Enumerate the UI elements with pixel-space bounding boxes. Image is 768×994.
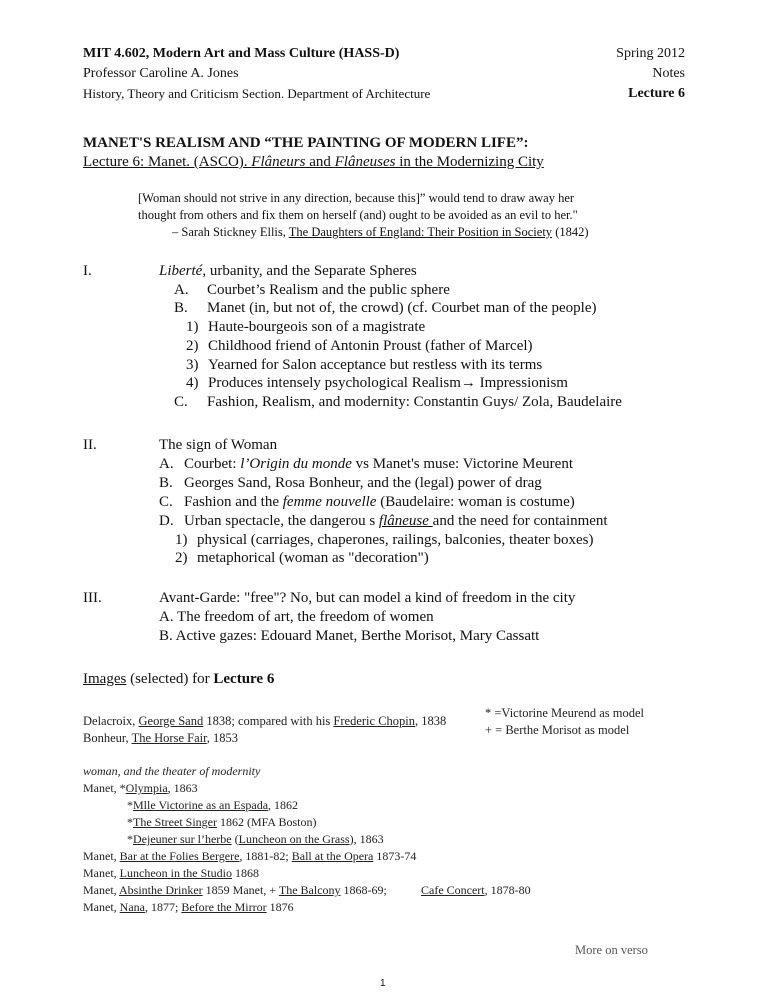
- section-i-item: 4) Produces intensely psychological Realism→ Impressionism: [186, 375, 568, 391]
- images-subheading: woman, and the theater of modernity: [83, 764, 261, 778]
- term: Spring 2012: [616, 46, 685, 61]
- section-ii-item: 2) metaphorical (woman as "decoration"): [175, 550, 429, 566]
- section-i-item: 3) Yearned for Salon acceptance but restless with its terms: [186, 357, 543, 373]
- section-i-item: 1) Haute-bourgeois son of a magistrate: [186, 319, 426, 335]
- image-row: *The Street Singer 1862 (MFA Boston): [127, 815, 317, 829]
- page-number: 1: [380, 978, 386, 989]
- doc-type: Notes: [652, 66, 685, 81]
- legend-morisot: + = Berthe Morisot as model: [485, 723, 630, 737]
- course-title: MIT 4.602, Modern Art and Mass Culture (HASS-D): [83, 46, 400, 61]
- section-i-c: C. Fashion, Realism, and modernity: Constantin Guys/ Zola, Baudelaire: [174, 394, 622, 410]
- section-i-a: A. Courbet’s Realism and the public sphere: [174, 282, 450, 298]
- section-i-numeral: I.: [83, 263, 92, 279]
- section-i-b: B. Manet (in, but not of, the crowd) (cf. Courbet man of the people): [174, 300, 597, 316]
- image-row: Manet, Luncheon in the Studio 1868: [83, 866, 259, 880]
- quote-line-2: thought from others and fix them on herself (and) ought to be avoided as an evil to her.": [138, 208, 578, 222]
- section-i-item: 2) Childhood friend of Antonin Proust (father of Marcel): [186, 338, 533, 354]
- image-row: *Mlle Victorine as an Espada, 1862: [127, 798, 299, 812]
- more-on-verso: More on verso: [575, 943, 648, 957]
- images-heading: Images (selected) for Lecture 6: [83, 671, 275, 687]
- quote-line-1: [Woman should not strive in any direction, because this]” would tend to draw away her: [138, 191, 575, 205]
- section-ii-a: A. Courbet: l’Origin du monde vs Manet's muse: Victorine Meurent: [159, 456, 573, 472]
- section-ii-item: 1) physical (carriages, chaperones, railings, balconies, theater boxes): [175, 532, 594, 548]
- image-row: *Dejeuner sur l’herbe (Luncheon on the Grass), 1863: [127, 832, 384, 846]
- quote-attribution: – Sarah Stickney Ellis, The Daughters of England: Their Position in Society (1842): [172, 225, 589, 239]
- section-iii-heading: Avant-Garde: "free"? No, but can model a kind of freedom in the city: [159, 590, 576, 606]
- legend-victorine: * =Victorine Meurend as model: [485, 706, 645, 720]
- lecture-number: Lecture 6: [628, 86, 685, 101]
- section-ii-b: B. Georges Sand, Rosa Bonheur, and the (legal) power of drag: [159, 475, 542, 491]
- section-iii-numeral: III.: [83, 590, 102, 606]
- image-row: Bonheur, The Horse Fair, 1853: [83, 731, 238, 745]
- lecture-subtitle: Lecture 6: Manet. (ASCO). Flâneurs and Flâneuses in the Modernizing City: [83, 154, 544, 170]
- lecture-title: MANET'S REALISM AND “THE PAINTING OF MODERN LIFE”:: [83, 135, 529, 151]
- image-row: Manet, Bar at the Folies Bergere, 1881-82; Ball at the Opera 1873-74: [83, 849, 417, 863]
- image-row: Manet, *Olympia, 1863: [83, 781, 198, 795]
- section-ii-numeral: II.: [83, 437, 97, 453]
- section-name: History, Theory and Criticism Section. Department of Architecture: [83, 86, 431, 101]
- section-i-heading: Liberté, urbanity, and the Separate Spheres: [159, 263, 417, 279]
- image-row: Cafe Concert, 1878-80: [421, 883, 531, 897]
- section-ii-heading: The sign of Woman: [159, 437, 278, 453]
- section-iii-b: B. Active gazes: Edouard Manet, Berthe Morisot, Mary Cassatt: [159, 628, 540, 644]
- section-ii-d: D. Urban spectacle, the dangerou s flâneuse and the need for containment: [159, 513, 608, 529]
- image-row: Manet, Nana, 1877; Before the Mirror 1876: [83, 900, 294, 914]
- image-row: Delacroix, George Sand 1838; compared with his Frederic Chopin, 1838: [83, 714, 447, 728]
- section-iii-a: A. The freedom of art, the freedom of women: [159, 609, 434, 625]
- professor-name: Professor Caroline A. Jones: [83, 66, 239, 81]
- image-row: Manet, Absinthe Drinker 1859 Manet, + The Balcony 1868-69;: [83, 883, 387, 897]
- section-ii-c: C. Fashion and the femme nouvelle (Baudelaire: woman is costume): [159, 494, 575, 510]
